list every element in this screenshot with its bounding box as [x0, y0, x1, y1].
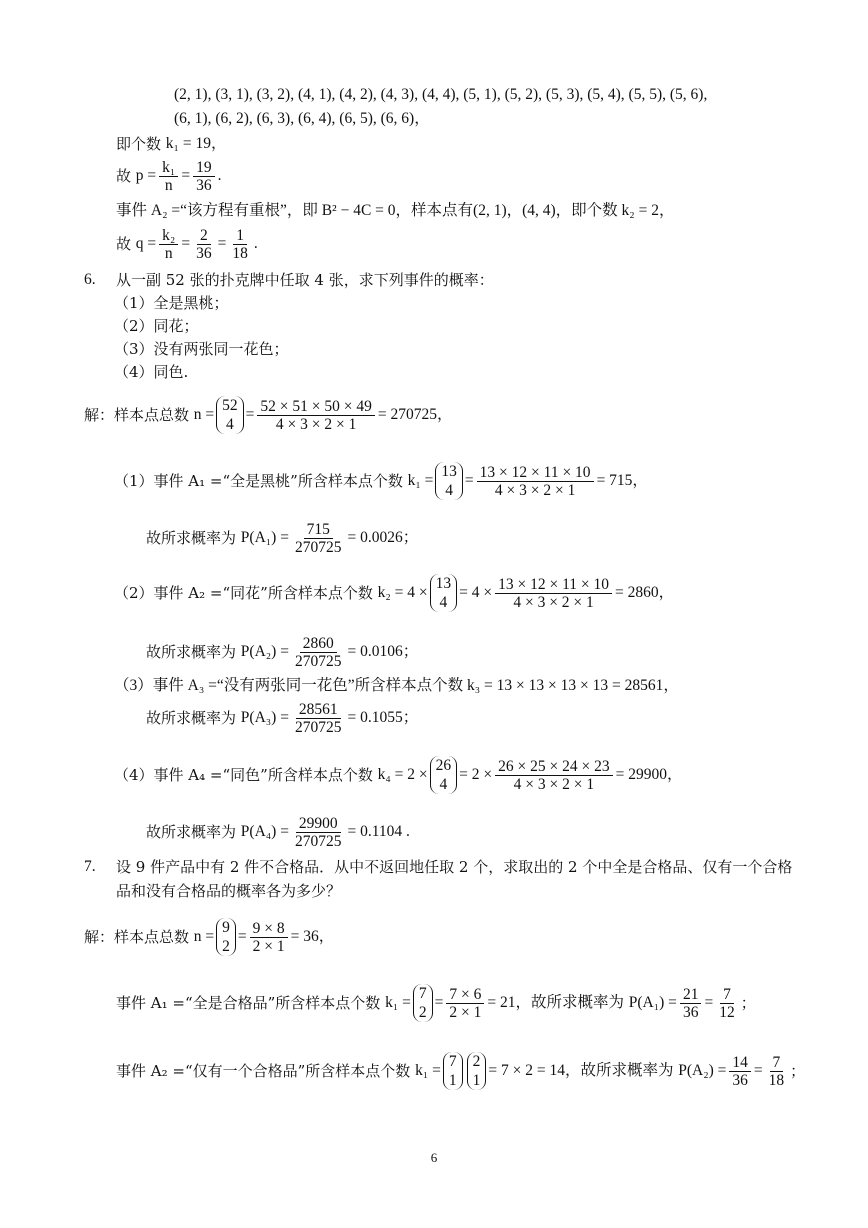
sol6-part4-prob: 故所求概率为 P(A₄) = $\frac{29900}{270725}$ = 0.1104 . [146, 814, 410, 850]
count-k1-line: 即个数 k₁ = 19， [116, 135, 227, 153]
event-a2-line: 事件 A₂ =“该方程有重根”，即 B² − 4C = 0，样本点有(2, 1)，(4, 4)，即个数 k₂ = 2， [116, 202, 675, 219]
binomial: 9 2 [216, 918, 236, 956]
binomial: 52 4 [216, 396, 244, 434]
binomial: 2 1 [467, 1052, 487, 1090]
question-number: 7. [84, 858, 96, 875]
probability-p-line: 故 p = $\frac{\text{k₁}}{n}$ = $\frac{19}{36}$ . [116, 158, 222, 194]
fraction: $\frac{26 \times 25 \times 24 \times 23}{4 \times 3 \times 2 \times 1}$ [495, 758, 612, 793]
fraction: $\frac{52 \times 51 \times 50 \times 49}{4 \times 3 \times 2 \times 1}$ [257, 398, 374, 433]
sol6-part1-prob: 故所求概率为 P(A₁) = $\frac{715}{270725}$ = 0.0026； [146, 520, 419, 556]
q6-item-3: （3）没有两张同一花色； [114, 340, 289, 358]
binomial: 13 4 [430, 574, 458, 612]
sol6-total: 解：样本点总数 n = 52 4 = $\frac{52 \times 51 \times 50 \times 49}{4 \times 3 \times 2 \times 1}$ = 270725， [84, 397, 453, 433]
fraction: $\frac{13 \times 12 \times 11 \times 10}{4 \times 3 \times 2 \times 1}$ [495, 576, 612, 611]
sol6-part3: （3）事件 A₃ =“没有两张同一花色”所含样本点个数 k₃ = 13 × 13 × 13 × 13 = 28561， [114, 677, 679, 694]
fraction: $\frac{\text{k₁}}{n}$ [159, 159, 178, 194]
fraction: $\frac{7}{18}$ [768, 1053, 785, 1089]
fraction: $\frac{\text{k₂}}{n}$ [159, 227, 178, 262]
sol6-part1: （1）事件 A₁ =“全是黑桃”所含样本点个数 k₁ = 13 4 = $\frac{13 \times 12 \times 11 \times 10}{4 \times 3 \times 2 \times 1}$ = 715， [114, 463, 648, 499]
sol6-part2: （2）事件 A₂ =“同花”所含样本点个数 k₂ = 4 × 13 4 = 4 × $\frac{13 \times 12 \times 11 \times 10}{4 \times 3 \times 2 \times 1}$ = 2860， [114, 575, 675, 611]
q6-item-1: （1）全是黑桃； [114, 294, 229, 312]
question-7: 7. 设 9 件产品中有 2 件不合格品．从中不返回地任取 2 个，求取出的 2 个中全是合格品、仅有一个合格 [84, 858, 793, 876]
fraction: $\frac{7 \times 6}{2 \times 1}$ [446, 986, 484, 1021]
sol6-part3-prob: 故所求概率为 P(A₃) = $\frac{28561}{270725}$ = 0.1055； [146, 700, 419, 736]
sol7-event2: 事件 A₂ =“仅有一个合格品”所含样本点个数 k₁ = 7 1 2 1 = 7 × 2 = 14，故所求概率为 P(A₂) = $\frac{14}{36}$ = $\frac{7}{18}$ ； [116, 1053, 806, 1089]
fraction: $\frac{28561}{270725}$ [294, 700, 342, 736]
sol6-part2-prob: 故所求概率为 P(A₂) = $\frac{2860}{270725}$ = 0.0106； [146, 634, 419, 670]
binomial: 26 4 [430, 756, 458, 794]
fraction: $\frac{13 \times 12 \times 11 \times 10}{4 \times 3 \times 2 \times 1}$ [477, 464, 594, 499]
fraction: $\frac{7}{12}$ [719, 985, 735, 1021]
page-number: 6 [430, 1150, 438, 1165]
fraction: $\frac{29900}{270725}$ [294, 814, 342, 850]
fraction: $\frac{715}{270725}$ [294, 520, 342, 556]
binomial: 7 2 [413, 984, 433, 1022]
fraction: $\frac{9 \times 8}{2 \times 1}$ [250, 920, 288, 955]
question-6: 6. 从一副 52 张的扑克牌中任取 4 张，求下列事件的概率： [84, 271, 494, 289]
fraction: $\frac{19}{36}$ [193, 159, 215, 194]
sol7-total: 解：样本点总数 n = 9 2 = $\frac{9 \times 8}{2 \times 1}$ = 36， [84, 919, 335, 955]
binomial: 7 1 [443, 1052, 463, 1090]
fraction: $\frac{2860}{270725}$ [294, 634, 342, 670]
fraction: $\frac{1}{18}$ [232, 226, 248, 262]
sol6-part4: （4）事件 A₄ =“同色”所含样本点个数 k₄ = 2 × 26 4 = 2 × $\frac{26 \times 25 \times 24 \times 23}{4 \times 3 \times 2 \times 1}$ = 29900， [114, 757, 683, 793]
fraction: $\frac{2}{36}$ [196, 226, 212, 262]
fraction: $\frac{21}{36}$ [680, 986, 702, 1021]
question-7-cont: 品和没有合格品的概率各为多少？ [116, 882, 342, 900]
fraction: $\frac{14}{36}$ [729, 1054, 751, 1089]
sample-points-line-2: (6, 1), (6, 2), (6, 3), (6, 4), (6, 5), (6, 6)， [174, 110, 430, 127]
q6-item-2: （2）同花； [114, 317, 199, 335]
sol7-event1: 事件 A₁ =“全是合格品”所含样本点个数 k₁ = 7 2 = $\frac{7 \times 6}{2 \times 1}$ = 21，故所求概率为 P(A₁) = $\frac{21}{36}$ = $\frac{7}{12}$ ； [116, 985, 756, 1021]
sample-points-line-1: (2, 1), (3, 1), (3, 2), (4, 1), (4, 2), (4, 3), (4, 4), (5, 1), (5, 2), (5, 3), (5, 4), (5, 5), (5, 6), [174, 86, 708, 103]
question-number: 6. [84, 271, 96, 288]
probability-q-line: 故 q = $\frac{\text{k₂}}{n}$ = $\frac{2}{36}$ = $\frac{1}{18}$ . [116, 226, 258, 262]
q6-item-4: （4）同色. [114, 363, 189, 381]
binomial: 13 4 [435, 462, 463, 500]
